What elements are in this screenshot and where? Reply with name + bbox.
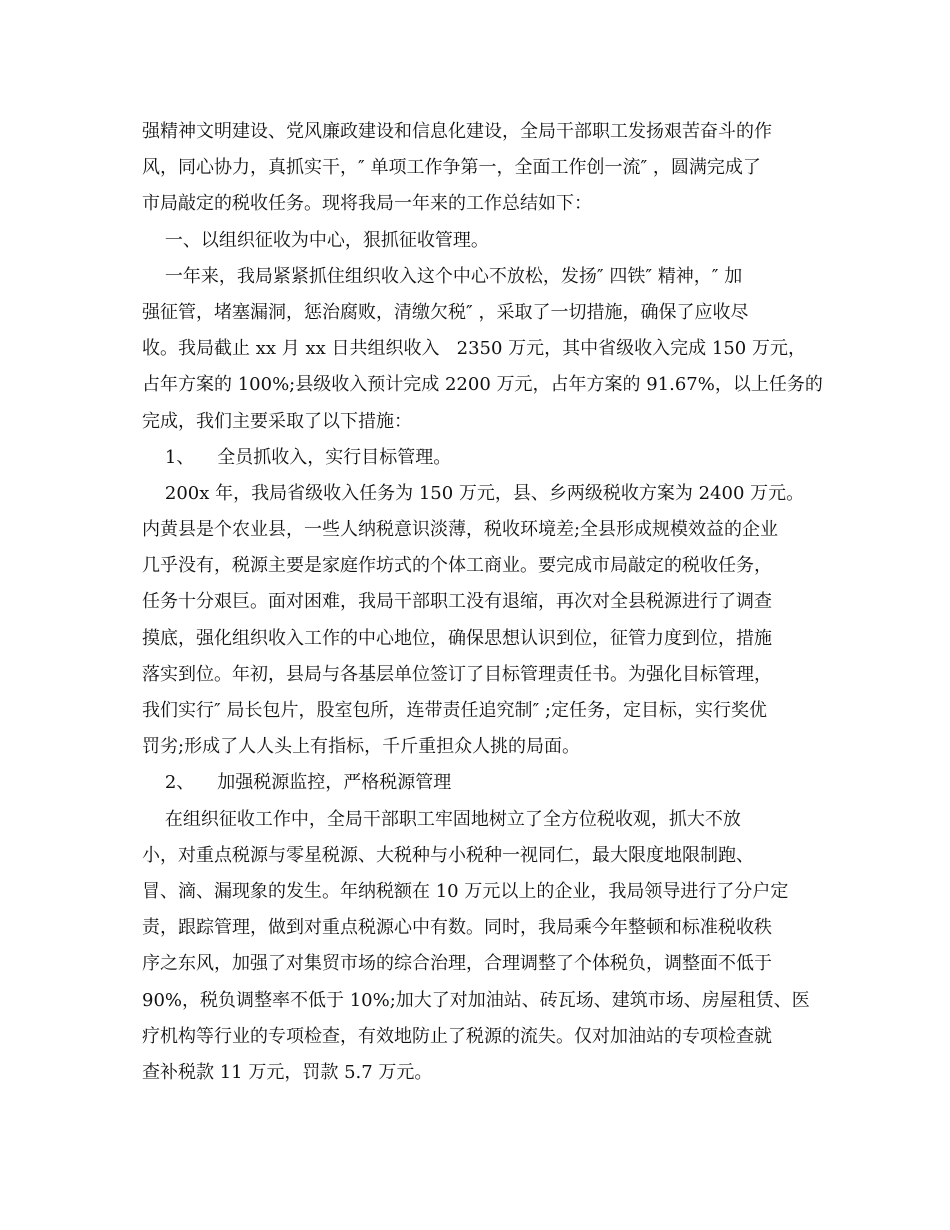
- section-heading: 一、以组织征收为中心，狠抓征收管理。: [142, 229, 489, 251]
- text-line: 落实到位。年初，县局与各基层单位签订了目标管理责任书。为强化目标管理，: [142, 663, 772, 685]
- text-line: 序之东风，加强了对集贸市场的综合治理，合理调整了个体税负，调整面不低于: [142, 953, 772, 975]
- text-line: 几乎没有，税源主要是家庭作坊式的个体工商业。要完成市局敲定的税收任务，: [142, 555, 772, 577]
- text-line: 摸底，强化组织收入工作的中心地位，确保思想认识到位，征管力度到位，措施: [142, 627, 772, 649]
- text-line: 小，对重点税源与零星税源、大税种与小税种一视同仁，最大限度地限制跑、: [142, 844, 754, 866]
- list-heading: 2、 加强税源监控，严格税源管理: [142, 772, 452, 794]
- text-line: 强精神文明建设、党风廉政建设和信息化建设，全局干部职工发扬艰苦奋斗的作: [142, 121, 772, 142]
- text-line: 在组织征收工作中，全局干部职工牢固地树立了全方位税收观，抓大不放: [142, 808, 741, 830]
- text-line: 我们实行″ 局长包片，股室包所，连带责任追究制″ ;定任务，定目标，实行奖优: [142, 700, 767, 721]
- text-line: 占年方案的 100%;县级收入预计完成 2200 万元，占年方案的 91.67%，以上任务的: [142, 374, 823, 396]
- list-heading: 1、 全员抓收入，实行目标管理。: [142, 446, 452, 468]
- text-line: 一年来，我局紧紧抓住组织收入这个中心不放松，发扬″ 四铁″ 精神，″ 加: [142, 265, 743, 287]
- text-line: 冒、滴、漏现象的发生。年纳税额在 10 万元以上的企业，我局领导进行了分户定: [142, 880, 789, 902]
- text-line: 罚劣;形成了人人头上有指标，千斤重担众人挑的局面。: [142, 736, 581, 758]
- text-line: 收。我局截止 xx 月 xx 日共组织收入 2350 万元，其中省级收入完成 150 万元，: [142, 338, 806, 360]
- text-line: 90%，税负调整率不低于 10%;加大了对加油站、砖瓦场、建筑市场、房屋租赁、医: [142, 989, 810, 1011]
- text-line: 任务十分艰巨。面对困难，我局干部职工没有退缩，再次对全县税源进行了调查: [142, 591, 772, 613]
- text-line: 风，同心协力，真抓实干，″ 单项工作争第一，全面工作创一流″ ，圆满完成了: [142, 157, 761, 179]
- text-line: 责，跟踪管理，做到对重点税源心中有数。同时，我局乘今年整顿和标准税收秩: [142, 917, 772, 939]
- text-line: 强征管，堵塞漏洞，惩治腐败，清缴欠税″ ，采取了一切措施，确保了应收尽: [142, 301, 749, 323]
- document-body: [142, 114, 823, 1091]
- text-line: 疗机构等行业的专项检查，有效地防止了税源的流失。仅对加油站的专项检查就: [142, 1025, 772, 1047]
- text-line: 市局敲定的税收任务。现将我局一年来的工作总结如下：: [142, 193, 592, 215]
- text-line: 完成，我们主要采取了以下措施：: [142, 410, 412, 432]
- text-line: 200x 年，我局省级收入任务为 150 万元，县、乡两级税收方案为 2400 万元。: [142, 482, 805, 504]
- text-line: 内黄县是个农业县，一些人纳税意识淡薄，税收环境差;全县形成规模效益的企业: [142, 519, 779, 541]
- text-line: 查补税款 11 万元，罚款 5.7 万元。: [142, 1061, 433, 1083]
